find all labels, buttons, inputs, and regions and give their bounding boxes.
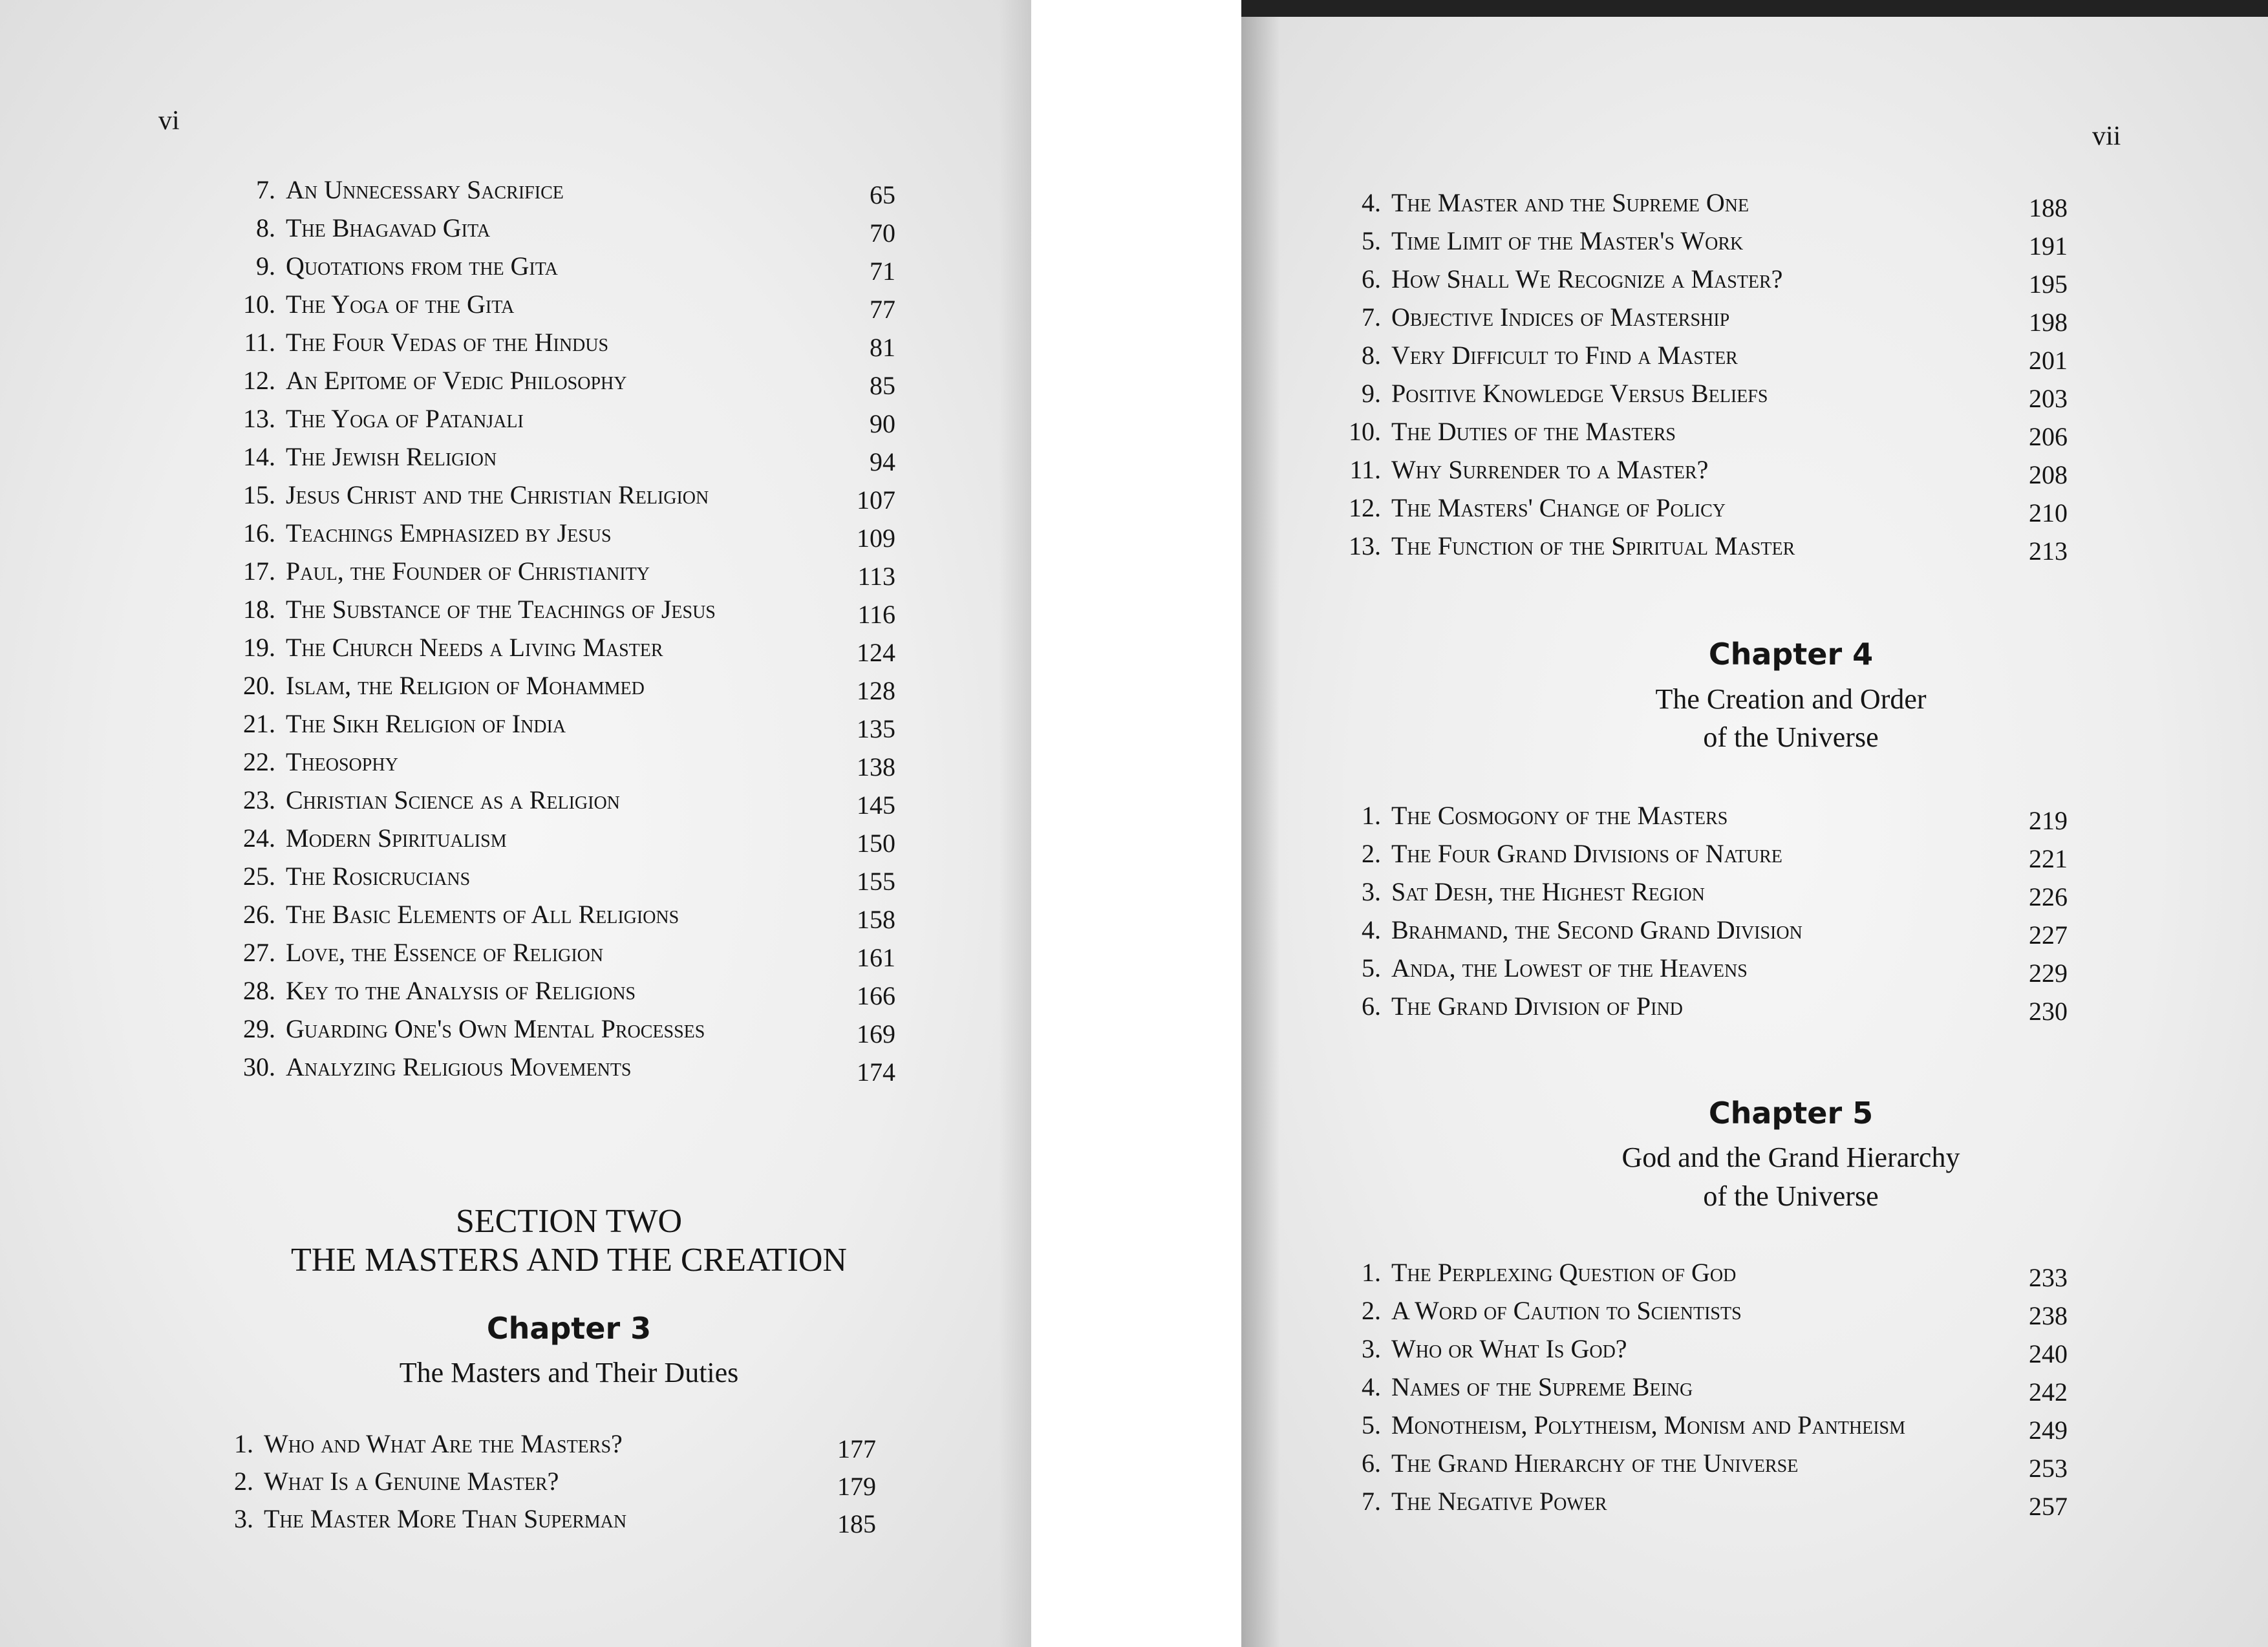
toc-entry-number: 10. <box>1349 417 1381 446</box>
toc-entry-page: 233 <box>2029 1263 2068 1292</box>
toc-entry-number: 9. <box>1362 379 1381 408</box>
toc-entry <box>194 1504 626 1534</box>
toc-entry-title: Objective Indices of Mastership <box>1391 303 1730 332</box>
toc-entry-page: 158 <box>857 905 895 934</box>
toc-entry-page: 219 <box>2029 806 2068 835</box>
toc-entry-title: Who and What Are the Masters? <box>264 1429 623 1458</box>
toc-entry-number: 1. <box>1362 801 1381 830</box>
toc-entry-number: 9. <box>256 251 275 281</box>
toc-entry-page: 191 <box>2029 231 2068 260</box>
toc-entry-page: 229 <box>2029 959 2068 988</box>
toc-entry-number: 27. <box>243 938 275 967</box>
chapter-heading: Chapter 3 <box>486 1311 652 1346</box>
toc-entry-page: 185 <box>837 1509 876 1538</box>
toc-entry-page: 169 <box>857 1019 895 1048</box>
toc-entry-number: 7. <box>1362 303 1381 332</box>
toc-entry-title: The Yoga of Patanjali <box>286 404 524 433</box>
toc-entry-title: The Basic Elements of All Religions <box>286 900 679 929</box>
toc-entry-title: Modern Spiritualism <box>286 824 507 853</box>
toc-entry <box>194 899 679 930</box>
toc-entry-number: 3. <box>1362 1334 1381 1363</box>
toc-entry-title: Positive Knowledge Versus Beliefs <box>1391 379 1768 408</box>
toc-entry <box>1323 264 1782 294</box>
section-title: THE MASTERS AND THE CREATION <box>291 1242 847 1279</box>
toc-entry-number: 13. <box>1349 531 1381 560</box>
toc-entry-title: Sat Desh, the Highest Region <box>1391 877 1705 906</box>
toc-entry-title: Quotations from the Gita <box>286 251 558 281</box>
toc-entry-page: 226 <box>2029 882 2068 911</box>
toc-entry-number: 6. <box>1362 992 1381 1021</box>
toc-entry <box>194 975 636 1006</box>
toc-entry-title: The Four Grand Divisions of Nature <box>1391 839 1782 868</box>
toc-entry <box>194 365 626 396</box>
toc-entry-number: 28. <box>243 976 275 1005</box>
toc-entry-page: 70 <box>870 218 895 248</box>
toc-entry <box>194 1429 623 1459</box>
toc-entry <box>194 785 620 815</box>
toc-entry-number: 15. <box>243 480 275 509</box>
toc-entry-title: What Is a Genuine Master? <box>264 1467 559 1496</box>
toc-entry-title: The Four Vedas of the Hindus <box>286 328 609 357</box>
toc-entry-title: Names of the Supreme Being <box>1391 1372 1693 1401</box>
toc-entry-number: 2. <box>1362 1296 1381 1325</box>
toc-entry-page: 238 <box>2029 1301 2068 1330</box>
toc-entry-page: 195 <box>2029 270 2068 299</box>
toc-entry <box>194 632 663 663</box>
toc-entry-title: Why Surrender to a Master? <box>1391 455 1709 484</box>
toc-entry-number: 23. <box>243 785 275 814</box>
toc-entry-page: 242 <box>2029 1377 2068 1407</box>
toc-entry-title: Theosophy <box>286 747 398 776</box>
toc-entry-page: 135 <box>857 714 895 743</box>
toc-entry <box>194 708 566 739</box>
toc-entry <box>1323 800 1728 831</box>
chapter-subtitle: of the Universe <box>1703 721 1879 753</box>
toc-entry-number: 12. <box>1349 493 1381 522</box>
toc-entry-page: 124 <box>857 638 895 667</box>
toc-entry-page: 230 <box>2029 997 2068 1026</box>
toc-entry-title: The Cosmogony of the Masters <box>1391 801 1728 830</box>
toc-entry-title: The Grand Division of Pind <box>1391 992 1683 1021</box>
toc-entry-title: The Master More Than Superman <box>264 1504 627 1533</box>
toc-entry <box>1323 1486 1607 1516</box>
toc-entry-number: 8. <box>256 213 275 242</box>
toc-entry <box>194 441 497 472</box>
toc-entry-page: 213 <box>2029 537 2068 566</box>
toc-entry-title: How Shall We Recognize a Master? <box>1391 264 1783 293</box>
toc-entry-title: The Substance of the Teachings of Jesus <box>286 595 716 624</box>
toc-entry-title: The Sikh Religion of India <box>286 709 566 738</box>
toc-entry-title: Islam, the Religion of Mohammed <box>286 671 645 700</box>
toc-entry-page: 145 <box>857 791 895 820</box>
toc-entry-page: 240 <box>2029 1339 2068 1368</box>
toc-entry-title: Key to the Analysis of Religions <box>286 976 636 1005</box>
toc-entry-title: Anda, the Lowest of the Heavens <box>1391 953 1748 983</box>
toc-entry-title: Christian Science as a Religion <box>286 785 620 814</box>
toc-entry-title: Analyzing Religious Movements <box>286 1052 632 1081</box>
toc-entry <box>1323 493 1726 523</box>
toc-entry-page: 77 <box>870 295 895 324</box>
toc-entry <box>194 1014 705 1044</box>
toc-entry <box>1323 1372 1693 1402</box>
toc-entry-title: The Function of the Spiritual Master <box>1391 531 1795 560</box>
toc-entry-number: 22. <box>243 747 275 776</box>
toc-entry-page: 128 <box>857 676 895 705</box>
toc-entry <box>194 1052 632 1082</box>
toc-entry-number: 8. <box>1362 341 1381 370</box>
toc-entry-number: 19. <box>243 633 275 662</box>
toc-entry-number: 12. <box>243 366 275 395</box>
toc-entry-page: 155 <box>857 867 895 896</box>
toc-entry-title: The Church Needs a Living Master <box>286 633 663 662</box>
toc-entry-title: Who or What Is God? <box>1391 1334 1627 1363</box>
toc-entry-number: 26. <box>243 900 275 929</box>
toc-entry-page: 188 <box>2029 193 2068 222</box>
toc-entry-title: Jesus Christ and the Christian Religion <box>286 480 709 509</box>
toc-entry <box>194 480 709 510</box>
toc-entry-number: 5. <box>1362 953 1381 983</box>
toc-entry-number: 10. <box>243 290 275 319</box>
toc-entry <box>194 175 564 205</box>
toc-entry <box>194 1466 559 1496</box>
toc-entry-page: 85 <box>870 371 895 400</box>
toc-entry <box>1323 378 1768 409</box>
toc-entry-page: 161 <box>857 943 895 972</box>
toc-entry-number: 1. <box>1362 1258 1381 1287</box>
left-page-shadow <box>999 0 1031 1647</box>
chapter-subtitle: The Masters and Their Duties <box>399 1357 739 1388</box>
toc-entry <box>194 403 524 434</box>
page-number: vi <box>158 106 180 136</box>
toc-entry-title: Guarding One's Own Mental Processes <box>286 1014 705 1043</box>
toc-entry <box>194 327 608 357</box>
toc-entry-number: 24. <box>243 824 275 853</box>
chapter-subtitle: God and the Grand Hierarchy <box>1621 1142 1960 1173</box>
toc-entry-title: The Duties of the Masters <box>1391 417 1676 446</box>
toc-entry <box>194 861 470 891</box>
toc-entry-page: 227 <box>2029 920 2068 950</box>
book-gutter <box>1031 0 1241 1647</box>
toc-entry-title: An Unnecessary Sacrifice <box>286 175 564 204</box>
toc-entry-number: 13. <box>243 404 275 433</box>
toc-entry-title: Time Limit of the Master's Work <box>1391 226 1744 255</box>
toc-entry-page: 177 <box>837 1434 876 1463</box>
toc-entry-title: Teachings Emphasized by Jesus <box>286 518 612 547</box>
toc-entry-title: Paul, the Founder of Christianity <box>286 557 650 586</box>
toc-entry-title: Monotheism, Polytheism, Monism and Pantheism <box>1391 1410 1906 1440</box>
toc-entry-title: The Masters' Change of Policy <box>1391 493 1726 522</box>
chapter-heading: Chapter 4 <box>1708 637 1874 672</box>
toc-entry-page: 174 <box>857 1057 895 1087</box>
toc-entry-number: 2. <box>1362 839 1381 868</box>
toc-entry-number: 25. <box>243 862 275 891</box>
toc-entry-number: 21. <box>243 709 275 738</box>
toc-entry <box>194 823 507 853</box>
toc-entry-page: 203 <box>2029 384 2068 413</box>
chapter-subtitle: of the Universe <box>1703 1180 1879 1212</box>
toc-entry <box>194 251 558 281</box>
toc-entry-title: A Word of Caution to Scientists <box>1391 1296 1742 1325</box>
toc-entry-page: 201 <box>2029 346 2068 375</box>
toc-entry-page: 65 <box>870 180 895 209</box>
toc-entry-number: 4. <box>1362 915 1381 944</box>
toc-entry <box>194 213 490 243</box>
toc-entry-number: 7. <box>1362 1487 1381 1516</box>
toc-entry-page: 90 <box>870 409 895 438</box>
toc-entry <box>194 937 603 968</box>
toc-entry <box>1323 531 1795 561</box>
toc-entry-title: The Jewish Religion <box>286 442 497 471</box>
toc-entry-page: 150 <box>857 829 895 858</box>
toc-entry <box>194 556 650 586</box>
toc-entry-title: Brahmand, the Second Grand Division <box>1391 915 1803 944</box>
toc-entry-page: 138 <box>857 752 895 781</box>
toc-entry-number: 4. <box>1362 188 1381 217</box>
toc-entry-number: 29. <box>243 1014 275 1043</box>
toc-entry-title: The Negative Power <box>1391 1487 1607 1516</box>
section-heading: SECTION TWO <box>455 1203 682 1240</box>
toc-entry <box>1323 1257 1736 1288</box>
toc-entry-title: Love, the Essence of Religion <box>286 938 604 967</box>
toc-entry-number: 17. <box>243 557 275 586</box>
toc-entry-number: 6. <box>1362 1449 1381 1478</box>
toc-entry-title: An Epitome of Vedic Philosophy <box>286 366 627 395</box>
toc-entry <box>1323 226 1743 256</box>
page-number: vii <box>2092 122 2121 151</box>
toc-entry-number: 30. <box>243 1052 275 1081</box>
toc-entry-number: 11. <box>1349 455 1381 484</box>
toc-entry <box>1323 1295 1742 1326</box>
toc-entry-page: 208 <box>2029 460 2068 489</box>
toc-entry-title: The Yoga of the Gita <box>286 290 515 319</box>
toc-entry-number: 16. <box>243 518 275 547</box>
left-page <box>0 0 1031 1647</box>
toc-entry <box>1323 187 1749 218</box>
chapter-heading: Chapter 5 <box>1708 1096 1874 1131</box>
toc-entry-number: 4. <box>1362 1372 1381 1401</box>
toc-entry-page: 179 <box>837 1472 876 1501</box>
toc-entry <box>1323 454 1708 485</box>
toc-entry <box>1323 877 1705 907</box>
toc-entry-page: 198 <box>2029 308 2068 337</box>
toc-entry-page: 257 <box>2029 1492 2068 1521</box>
toc-entry-page: 116 <box>857 600 895 629</box>
toc-entry <box>1323 340 1738 370</box>
toc-entry <box>1323 1334 1627 1364</box>
toc-entry-title: The Perplexing Question of God <box>1391 1258 1737 1287</box>
toc-entry-number: 14. <box>243 442 275 471</box>
toc-entry-page: 221 <box>2029 844 2068 873</box>
toc-entry-number: 3. <box>234 1504 253 1533</box>
toc-entry-page: 81 <box>870 333 895 362</box>
toc-entry <box>1323 1448 1798 1478</box>
toc-entry <box>1323 953 1748 983</box>
toc-entry <box>1323 838 1782 869</box>
right-page <box>1241 0 2268 1647</box>
toc-entry <box>194 594 716 624</box>
toc-entry <box>1323 915 1803 945</box>
toc-entry <box>194 518 612 548</box>
chapter-subtitle: The Creation and Order <box>1655 683 1927 715</box>
toc-entry <box>194 289 514 319</box>
toc-entry-title: Very Difficult to Find a Master <box>1391 341 1738 370</box>
toc-entry-title: The Rosicrucians <box>286 862 471 891</box>
toc-entry-page: 210 <box>2029 498 2068 527</box>
toc-entry <box>194 670 645 701</box>
toc-entry-number: 2. <box>234 1467 253 1496</box>
toc-entry-number: 6. <box>1362 264 1381 293</box>
toc-entry-number: 20. <box>243 671 275 700</box>
toc-entry-page: 109 <box>857 524 895 553</box>
toc-entry <box>1323 416 1676 447</box>
toc-entry <box>194 747 398 777</box>
toc-entry-number: 11. <box>244 328 275 357</box>
toc-entry-title: The Grand Hierarchy of the Universe <box>1391 1449 1799 1478</box>
toc-entry <box>1323 991 1683 1021</box>
toc-entry-number: 7. <box>256 175 275 204</box>
toc-entry-number: 5. <box>1362 1410 1381 1440</box>
toc-entry-page: 71 <box>870 257 895 286</box>
toc-entry-page: 107 <box>857 485 895 515</box>
toc-entry-title: The Master and the Supreme One <box>1391 188 1749 217</box>
toc-entry-number: 1. <box>234 1429 253 1458</box>
toc-entry <box>1323 1410 1905 1440</box>
toc-entry-number: 18. <box>243 595 275 624</box>
right-page-shadow <box>1241 0 1280 1647</box>
scan-edge <box>1241 0 2268 17</box>
toc-entry-number: 5. <box>1362 226 1381 255</box>
toc-entry-page: 253 <box>2029 1454 2068 1483</box>
toc-entry-page: 94 <box>870 447 895 476</box>
toc-entry-page: 206 <box>2029 422 2068 451</box>
toc-entry-page: 249 <box>2029 1416 2068 1445</box>
toc-entry-number: 3. <box>1362 877 1381 906</box>
toc-entry-page: 113 <box>857 562 895 591</box>
toc-entry-page: 166 <box>857 981 895 1010</box>
toc-entry-title: The Bhagavad Gita <box>286 213 491 242</box>
toc-entry <box>1323 302 1729 332</box>
